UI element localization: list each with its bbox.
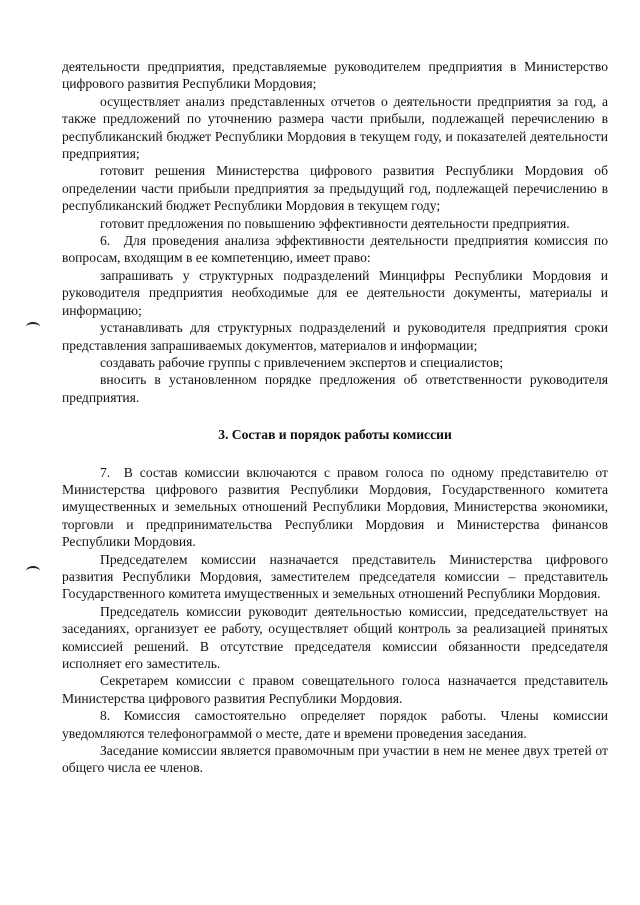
paragraph: Секретарем комиссии с правом совещательного голоса назначается представитель Министерства цифрового развития Республики Мордовия.	[62, 673, 608, 706]
margin-mark-2	[26, 566, 40, 576]
document-page	[62, 58, 608, 777]
paragraph-item-6: 6. Для проведения анализа эффективности деятельности предприятия комиссия по вопросам, входящим в ее компетенцию, имеет право:	[62, 233, 608, 266]
paragraph: Председатель комиссии руководит деятельностью комиссии, председательствует на заседаниях, организует ее работу, осуществляет общий контроль за реализацией принятых комиссией решений. В отсутствие председателя комиссии обязанности председателя исполняет его заместитель.	[62, 603, 608, 671]
paragraph: вносить в установленном порядке предложения об ответственности руководителя предприятия.	[62, 372, 608, 405]
paragraph: осуществляет анализ представленных отчетов о деятельности предприятия за год, а также предложений по уточнению размера части прибыли, подлежащей перечислению в республиканский бюджет Республики Мордовия в текущем году, и показателей деятельности предприятия;	[62, 93, 608, 162]
paragraph: запрашивать у структурных подразделений Минцифры Республики Мордовия и руководителя предприятия необходимые для ее деятельности документы, материалы и информацию;	[62, 267, 608, 318]
paragraph: готовит предложения по повышению эффективности деятельности предприятия.	[100, 215, 570, 231]
paragraph: устанавливать для структурных подразделений и руководителя предприятия сроки представления запрашиваемых документов, материалов и информации;	[62, 320, 608, 353]
paragraph-continuation: деятельности предприятия, представляемые руководителем предприятия в Министерство цифрового развития Республики Мордовия;	[62, 59, 608, 92]
paragraph: создавать рабочие группы с привлечением экспертов и специалистов;	[100, 354, 504, 370]
section-heading: 3. Состав и порядок работы комиссии	[218, 427, 452, 443]
margin-mark-1	[26, 322, 40, 332]
paragraph: Председателем комиссии назначается представитель Министерства цифрового развития Республики Мордовия, заместителем председателя комиссии – представитель Государственного комитета имущественных и земельных отношений Республики Мордовия.	[62, 551, 608, 602]
paragraph: готовит решения Министерства цифрового развития Республики Мордовия об определении части прибыли предприятия за предыдущий год, подлежащей перечислению в республиканский бюджет Республики Мордовия в текущем году;	[62, 163, 608, 214]
paragraph-item-8: 8. Комиссия самостоятельно определяет порядок работы. Члены комиссии уведомляются телефонограммой о месте, дате и времени проведения заседания.	[62, 708, 608, 741]
paragraph-item-7: 7. В состав комиссии включаются с правом голоса по одному представителю от Министерства цифрового развития Республики Мордовия, Государственного комитета имущественных и земельных отношений Республики Мордовия, Министерства экономики, торговли и предпринимательства Республики Мордовия и Министерства финансов Республики Мордовия.	[62, 464, 608, 550]
paragraph: Заседание комиссии является правомочным при участии в нем не менее двух третей от общего числа ее членов.	[62, 743, 608, 776]
